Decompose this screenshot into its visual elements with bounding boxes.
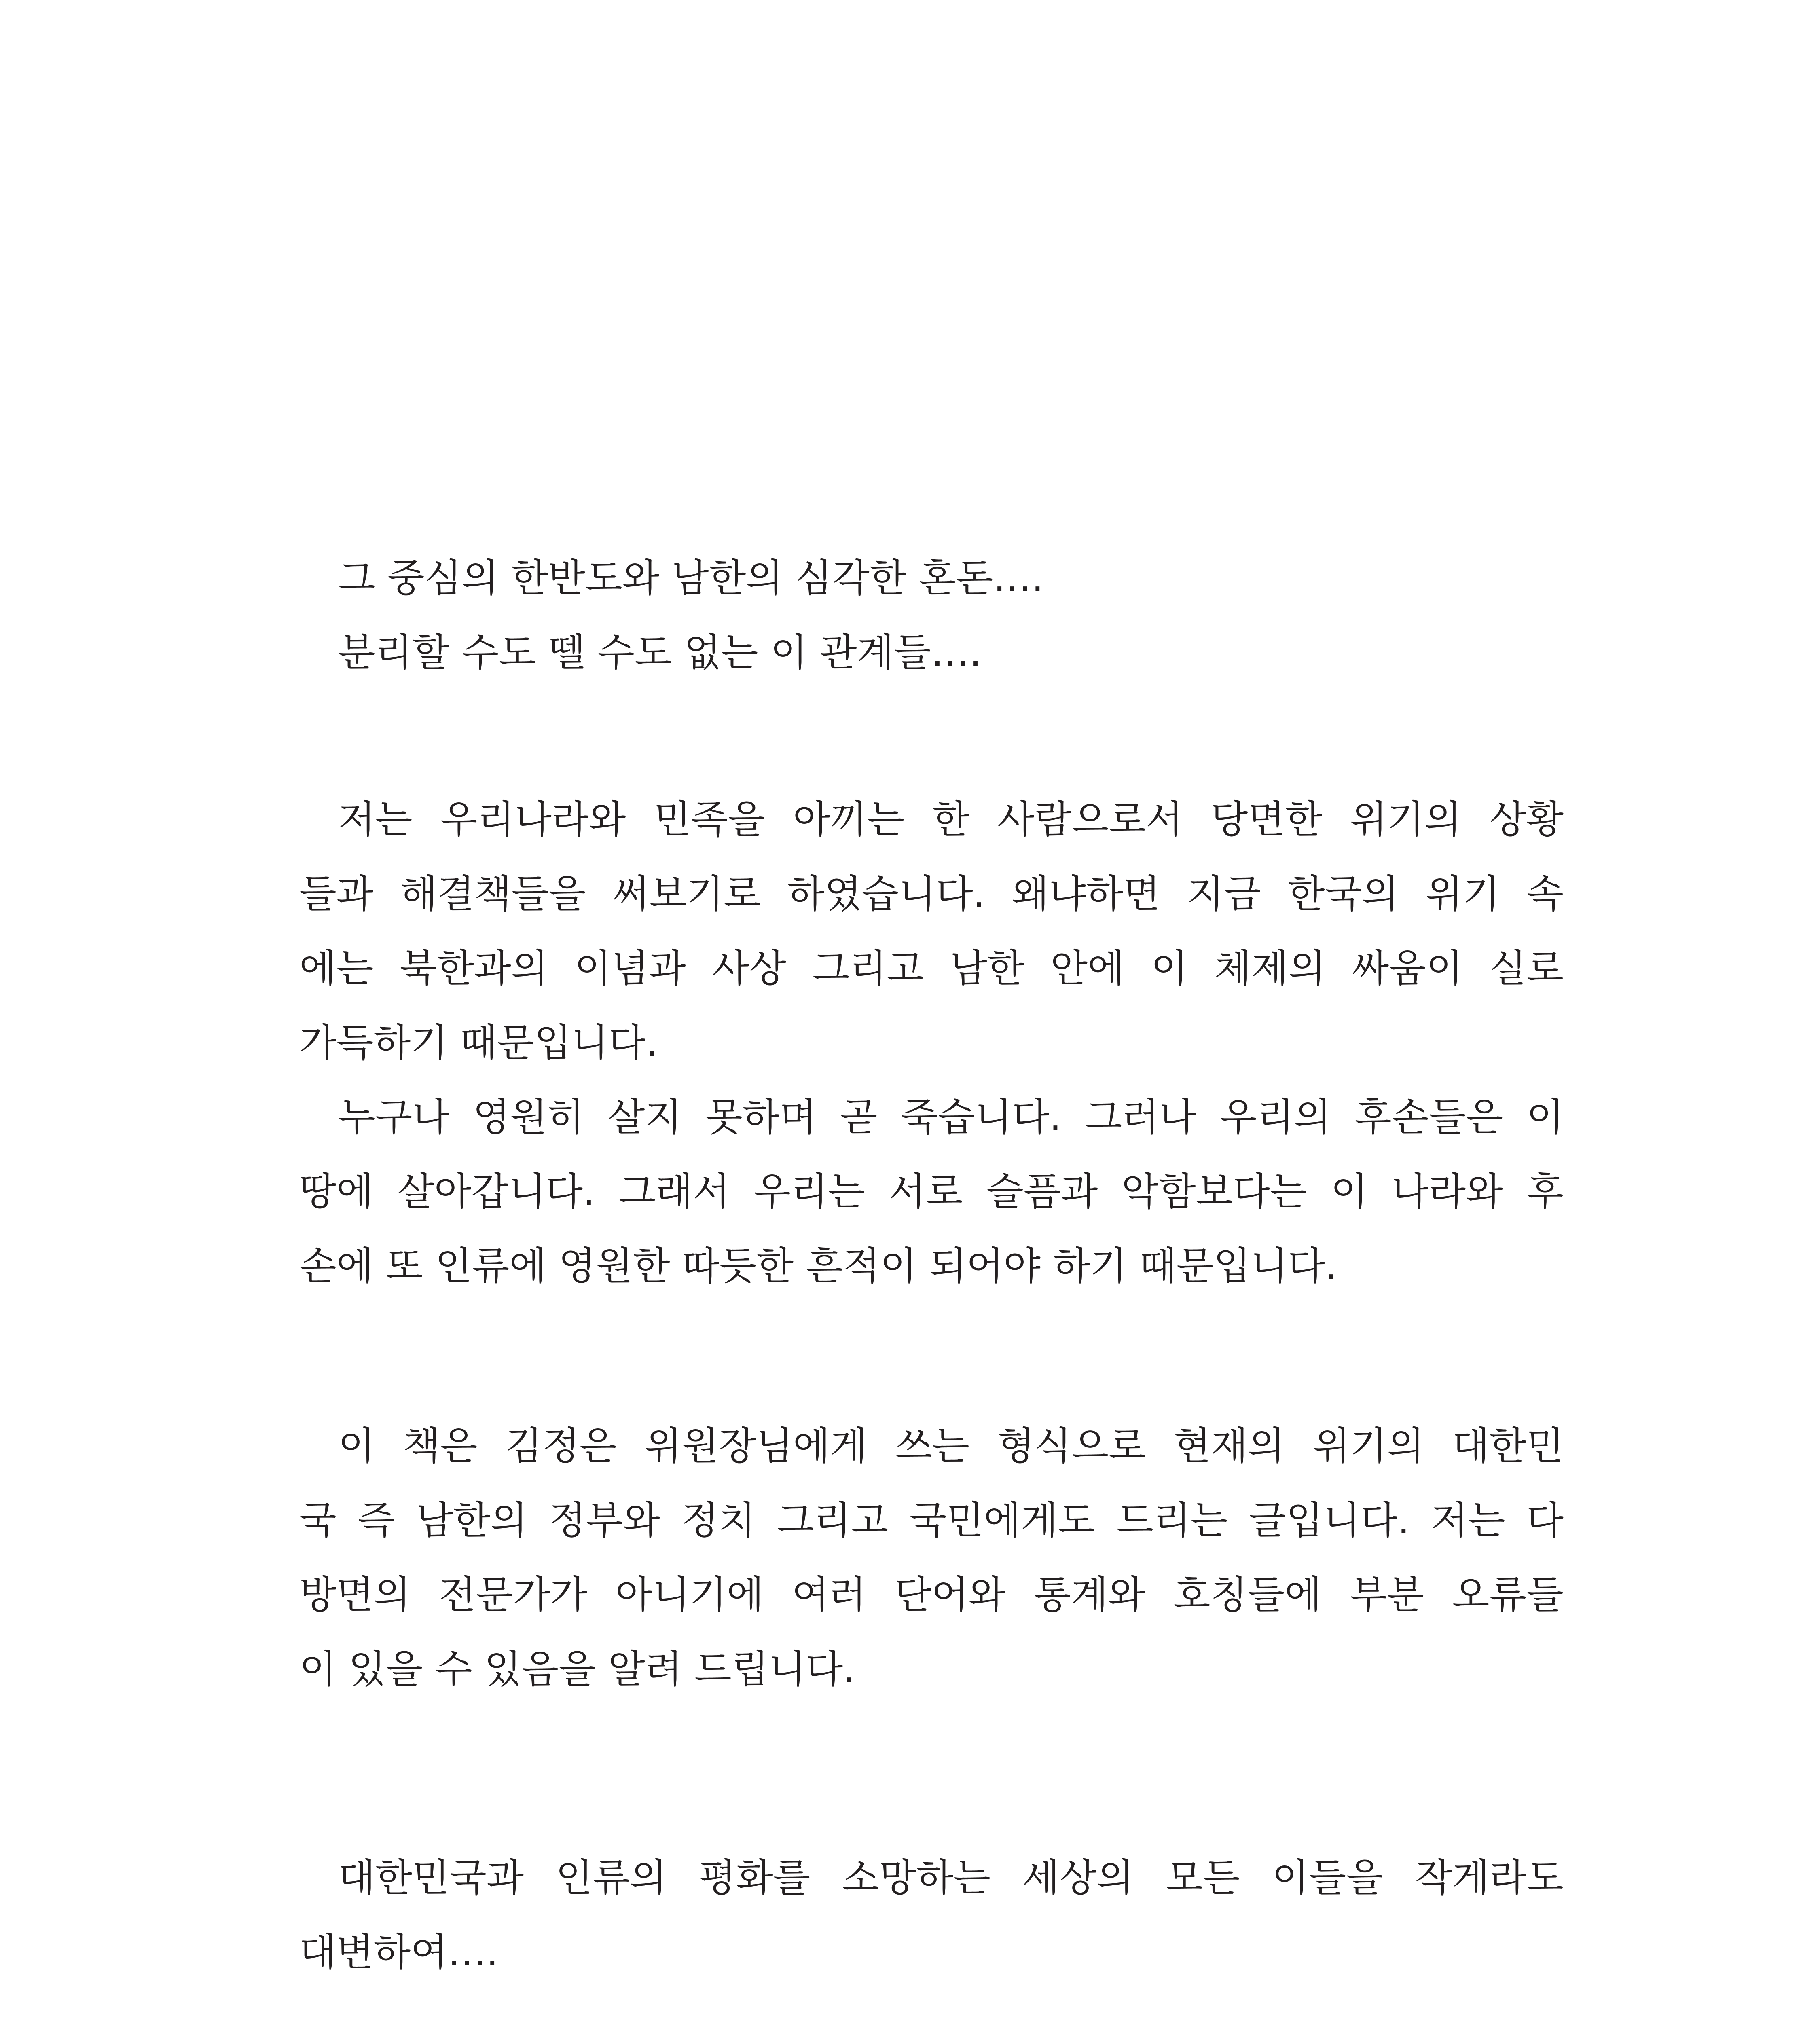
text-line: 누구나 영원히 살지 못하며 곧 죽습니다. 그러나 우리의 후손들은 이 xyxy=(338,1095,1564,1140)
paragraph-motivation xyxy=(299,783,1564,1303)
text-line: 땅에 살아갑니다. 그래서 우리는 서로 슬픔과 악함보다는 이 나라와 후 xyxy=(299,1170,1564,1214)
text-line: 국 즉 남한의 정부와 정치 그리고 국민에게도 드리는 글입니다. 저는 다 xyxy=(299,1498,1564,1543)
text-line: 이 책은 김정은 위원장님에게 쓰는 형식으로 현재의 위기의 대한민 xyxy=(338,1424,1564,1468)
paragraph-closing xyxy=(299,1841,1564,1990)
text-line: 들과 해결책들을 써보기로 하였습니다. 왜냐하면 지금 한국의 위기 속 xyxy=(299,872,1564,916)
text-line: 그 중심의 한반도와 남한의 심각한 혼돈…. xyxy=(338,556,1044,601)
text-line: 가득하기 때문입니다. xyxy=(299,1021,658,1065)
paragraph-book-intro xyxy=(299,1409,1564,1707)
text-line: 분리할 수도 뗄 수도 없는 이 관계들…. xyxy=(338,630,982,675)
paragraph-opening xyxy=(299,541,1564,690)
text-line: 저는 우리나라와 민족을 아끼는 한 사람으로서 당면한 위기의 상황 xyxy=(338,797,1564,842)
text-line: 이 있을 수 있음을 알려 드립니다. xyxy=(299,1647,855,1692)
text-line: 손에 또 인류에 영원한 따듯한 흔적이 되어야 하기 때문입니다. xyxy=(299,1244,1337,1288)
text-line: 대한민국과 인류의 평화를 소망하는 세상의 모든 이들을 작게라도 xyxy=(338,1856,1564,1900)
text-line: 에는 북한과의 이념과 사상 그리고 남한 안에 이 체제의 싸움이 실로 xyxy=(299,946,1564,991)
text-line: 방면의 전문가가 아니기에 여러 단어와 통계와 호칭들에 부분 오류들 xyxy=(299,1573,1564,1617)
text-line: 대변하여…. xyxy=(299,1930,499,1975)
